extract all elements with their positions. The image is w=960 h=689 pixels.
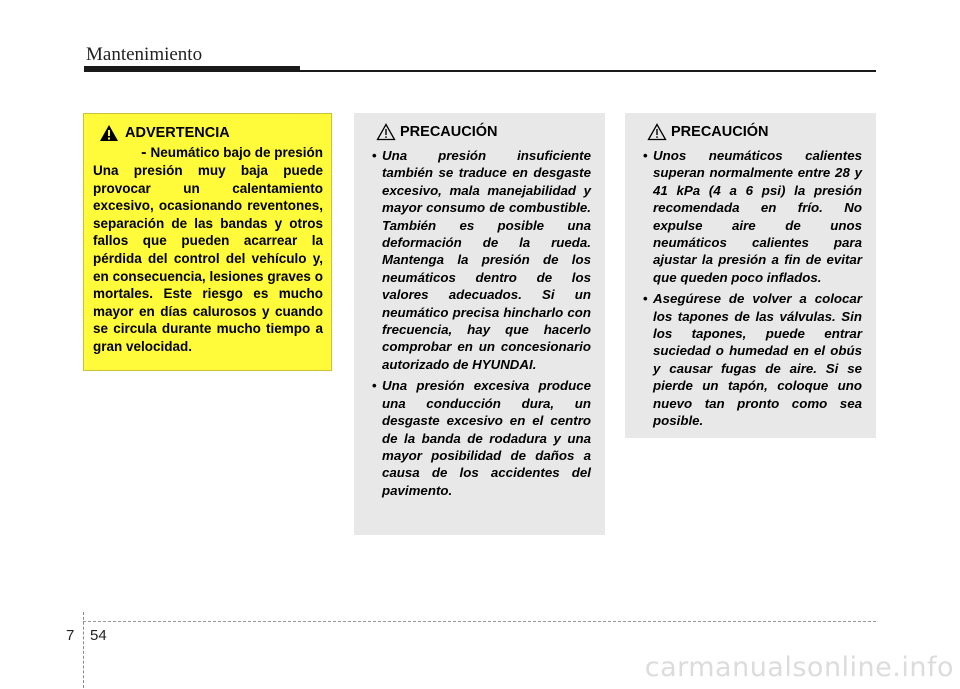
- list-item: • Asegúrese de volver a colocar los tapones de las válvulas. Sin los tapones, puede entrar suciedad o humedad en el obús y causar fugas de aire. Si se pierde un tapón, coloque uno nuevo tan pronto como sea posible.: [643, 291, 862, 429]
- caution-header-2: [647, 123, 862, 141]
- caution-list-1: [368, 147, 591, 499]
- warning-subtitle-row: - Neumático bajo de presión: [141, 144, 323, 161]
- list-item: • Una presión excesiva produce una conducción dura, un desgaste excesivo en el centro de la banda de rodadura y una mayor posibilidad de daños a causa de los accidentes del pavimento.: [372, 378, 591, 498]
- warning-subtitle: Neumático bajo de presión: [150, 145, 323, 160]
- caution-box-2: [625, 113, 876, 438]
- caution-triangle-outline-icon: [376, 123, 396, 141]
- caution-header-1: [376, 123, 591, 141]
- list-item: • Unos neumáticos calientes superan normalmente entre 28 y 41 kPa (4 a 6 psi) la presión recomendada en frío. No expulse aire de unos neumáticos calientes para ajustar la presión a fin de evitar que queden poco inflados.: [643, 148, 862, 285]
- header-rule-thick: [84, 66, 300, 72]
- caution-title-2: PRECAUCIÓN: [671, 124, 769, 140]
- caution-box-1: [354, 113, 605, 535]
- list-item: • Una presión insuficiente también se traduce en desgaste excesivo, mala manejabilidad y mayor consumo de combustible. También es posible una deformación de la rueda. Mantenga la presión de los neumáticos dentro de los valores adecuados. Si un neumático precisa hincharlo con frecuencia, hay que hacerlo comprobar en un concesionario autorizado de HYUNDAI.: [372, 148, 591, 372]
- chapter-number: 7: [66, 627, 75, 644]
- caution-title-1: PRECAUCIÓN: [400, 124, 498, 140]
- section-title: Mantenimiento: [86, 44, 203, 65]
- warning-box: [83, 113, 332, 371]
- footer-rule: [83, 621, 876, 622]
- footer-divider: [83, 612, 85, 688]
- header-rule-thin: [300, 70, 876, 72]
- caution-list-2: [639, 147, 862, 430]
- caution-triangle-outline-icon: [647, 123, 667, 141]
- warning-title: ADVERTENCIA: [125, 125, 230, 141]
- page-number: 54: [90, 627, 107, 644]
- watermark: carmanualsonline.info: [644, 652, 954, 683]
- warning-triangle-filled-icon: [99, 124, 119, 142]
- warning-header: [99, 124, 323, 142]
- warning-body: Una presión muy baja puede provocar un calentamiento excesivo, ocasionando reventones, separación de las bandas y otros fallos que pueden acarrear la pérdida del control del vehículo y, en consecuencia, lesiones graves o mortales. Este riesgo es mucho mayor en días calurosos y cuando se circula durante mucho tiempo a gran velocidad.: [93, 163, 323, 354]
